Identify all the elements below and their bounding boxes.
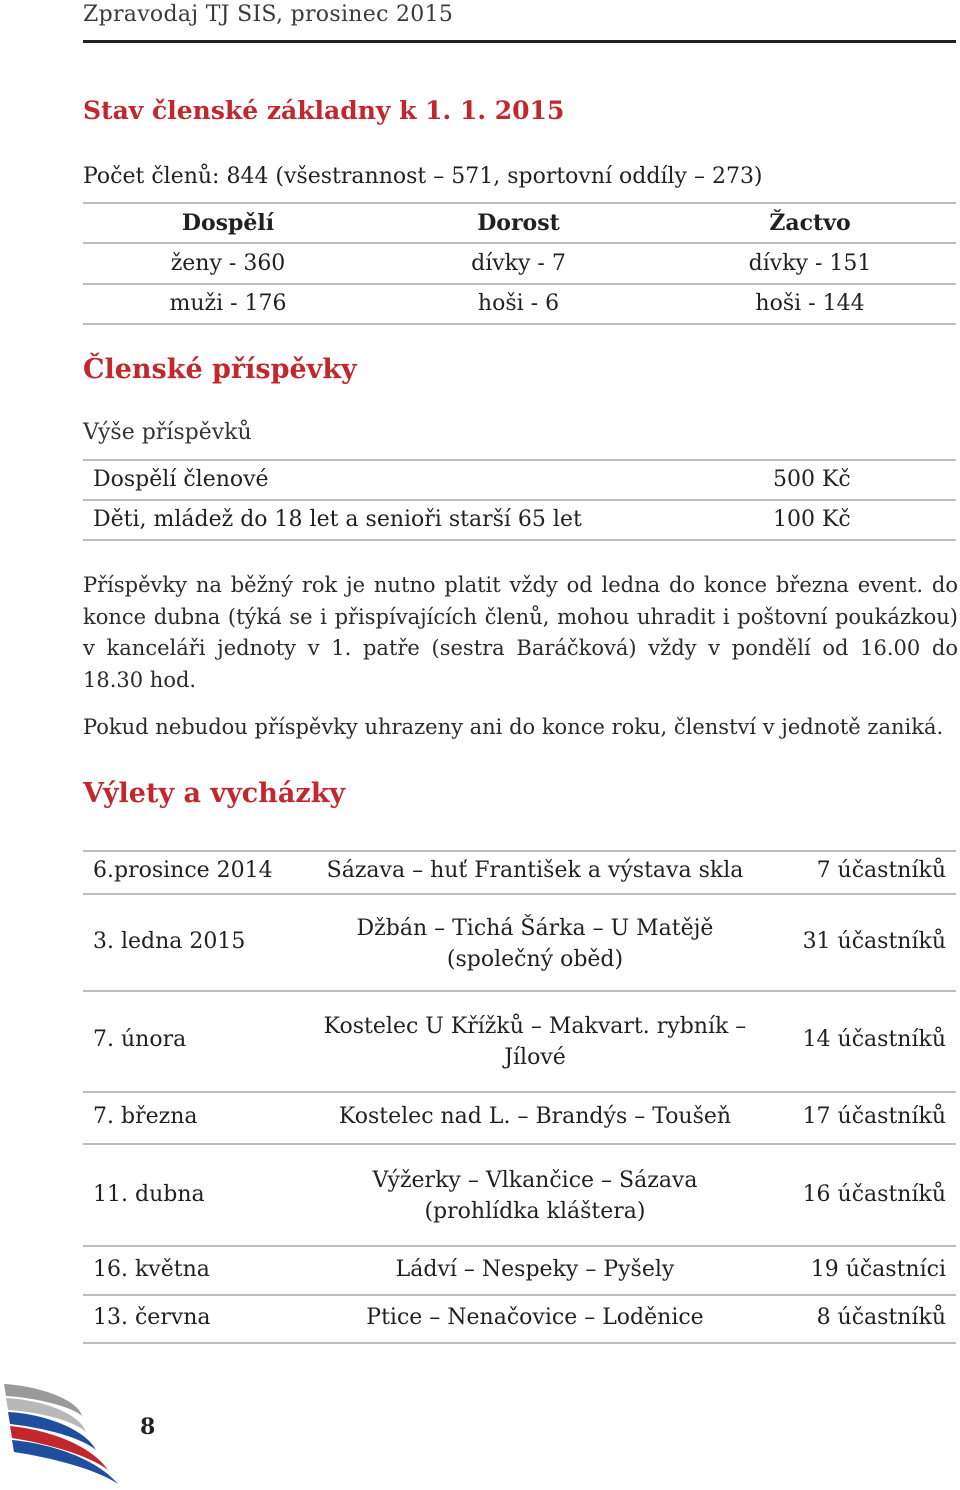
table-rule [83, 893, 956, 895]
newsletter-title: Zpravodaj TJ SIS, prosinec 2015 [83, 2, 454, 27]
table-cell: hoši - 6 [477, 291, 560, 316]
column-header-juniors: Dorost [477, 210, 560, 236]
table-rule [83, 242, 956, 244]
trip-participants: 7 účastníků [816, 858, 946, 883]
column-header-adults: Dospělí [181, 210, 275, 236]
fees-subheading: Výše příspěvků [83, 420, 252, 445]
trip-route: Kostelec nad L. – Brandýs – Toušeň [338, 1104, 732, 1129]
fee-amount: 500 Kč [773, 467, 851, 492]
fee-label: Děti, mládež do 18 let a senioři starší 65 let [93, 507, 582, 532]
table-rule [83, 1342, 956, 1344]
trip-route: Sázava – huť František a výstava skla [326, 858, 744, 883]
table-rule [83, 539, 956, 541]
trip-date: 3. ledna 2015 [93, 929, 246, 954]
trip-participants: 19 účastníci [810, 1257, 946, 1282]
trip-route: Výžerky – Vlkančice – Sázava (prohlídka kláštera) [372, 1168, 698, 1224]
column-header-pupils: Žactvo [769, 210, 851, 236]
trip-date: 6.prosince 2014 [93, 858, 273, 883]
table-rule [83, 1091, 956, 1093]
membership-heading: Stav členské základny k 1. 1. 2015 [83, 96, 565, 125]
trip-date: 11. dubna [93, 1182, 205, 1207]
sokol-logo [0, 1378, 125, 1486]
table-rule [83, 323, 956, 325]
table-rule [83, 1143, 956, 1145]
trip-date: 16. května [93, 1257, 210, 1282]
trip-date: 7. března [93, 1104, 198, 1129]
trip-participants: 14 účastníků [802, 1027, 946, 1052]
trips-heading: Výlety a vycházky [83, 778, 346, 809]
table-rule [83, 499, 956, 501]
table-cell: muži - 176 [169, 291, 287, 316]
trip-participants: 31 účastníků [802, 929, 946, 954]
trip-route: Kostelec U Křížků – Makvart. rybník – Jílové [323, 1014, 747, 1070]
table-rule [83, 1245, 956, 1247]
table-rule [83, 850, 956, 852]
trip-participants: 8 účastníků [816, 1305, 946, 1330]
fee-amount: 100 Kč [773, 507, 851, 532]
table-cell: dívky - 7 [471, 251, 566, 276]
trip-route: Ptice – Nenačovice – Loděnice [366, 1305, 704, 1330]
fees-notice: Pokud nebudou příspěvky uhrazeny ani do konce roku, členství v jednotě zaniká. [83, 715, 944, 739]
table-rule [83, 990, 956, 992]
member-count-text: Počet členů: 844 (všestrannost – 571, sportovní oddíly – 273) [83, 164, 763, 189]
trip-route: Džbán – Tichá Šárka – U Matějě (společný oběd) [356, 916, 714, 972]
trip-participants: 16 účastníků [802, 1182, 946, 1207]
table-rule [83, 202, 956, 204]
trip-route: Ládví – Nespeky – Pyšely [395, 1257, 675, 1282]
table-cell: ženy - 360 [170, 251, 286, 276]
table-cell: dívky - 151 [748, 251, 872, 276]
table-cell: hoši - 144 [755, 291, 865, 316]
fees-heading: Členské příspěvky [83, 354, 357, 385]
trip-participants: 17 účastníků [802, 1104, 946, 1129]
table-rule [83, 1294, 956, 1296]
table-rule [83, 459, 956, 461]
trip-date: 13. června [93, 1305, 211, 1330]
table-rule [83, 283, 956, 285]
fee-label: Dospělí členové [93, 467, 269, 492]
header-divider [83, 40, 956, 43]
page-number: 8 [140, 1414, 156, 1440]
trip-date: 7. února [93, 1027, 187, 1052]
fees-paragraph: Příspěvky na běžný rok je nutno platit vždy od ledna do konce března event. do konce dubna (týká se i přispívajících členů, mohou uhradit i poštovní poukázkou) v kanceláři jednoty v 1. patře (sestra Baráčková) vždy v pondělí od 16.00 do 18.30 hod. [83, 573, 958, 692]
